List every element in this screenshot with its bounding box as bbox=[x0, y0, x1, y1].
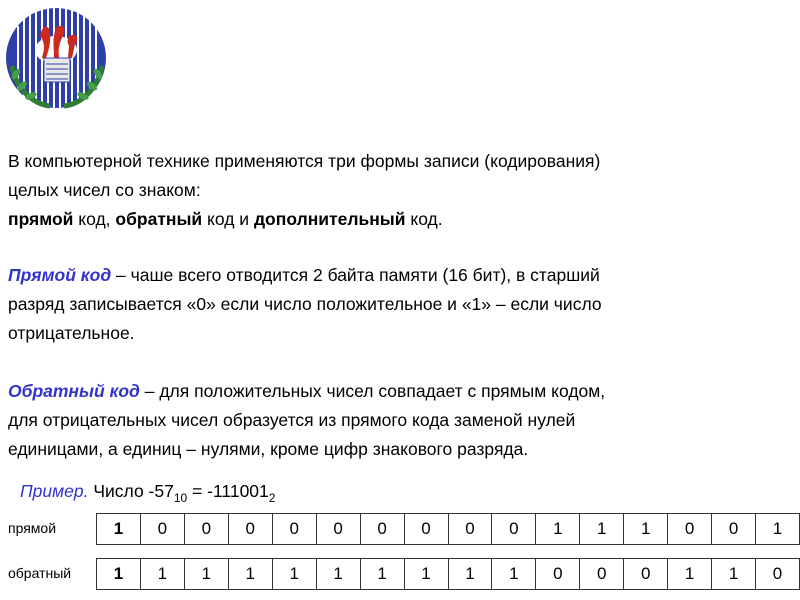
inverse-line-1-rest: – для положительных чисел совпадает с прямым кодом, bbox=[139, 381, 606, 401]
term-additional-bold: дополнительный bbox=[253, 209, 406, 229]
bit-cell: 0 bbox=[272, 514, 316, 545]
bit-cell: 0 bbox=[404, 514, 448, 545]
intro-text-1: код, bbox=[73, 209, 116, 229]
bit-cell: 1 bbox=[97, 514, 141, 545]
intro-text-2: код и bbox=[202, 209, 254, 229]
inverse-code-paragraph bbox=[8, 377, 605, 464]
inverse-code-bit-table bbox=[96, 558, 800, 590]
intro-line-1: В компьютерной технике применяются три формы записи (кодирования) bbox=[8, 151, 601, 171]
table-row bbox=[97, 559, 800, 590]
direct-line-3: отрицательное. bbox=[8, 323, 135, 343]
example-line bbox=[20, 479, 275, 503]
intro-line-2: целых чисел со знаком: bbox=[8, 180, 201, 200]
bit-cell: 1 bbox=[140, 559, 184, 590]
table-row bbox=[97, 514, 800, 545]
bit-cell: 1 bbox=[492, 559, 536, 590]
bit-cell: 0 bbox=[756, 559, 800, 590]
example-base-10: 10 bbox=[173, 491, 188, 505]
row-label-inverse: обратный bbox=[8, 565, 72, 581]
row-label-direct: прямой bbox=[8, 520, 57, 536]
inverse-code-term: Обратный код bbox=[8, 381, 140, 401]
inverse-line-1 bbox=[8, 377, 605, 406]
bit-cell: 1 bbox=[624, 514, 668, 545]
bit-cell: 1 bbox=[228, 559, 272, 590]
direct-line-2: разряд записывается «0» если число положительное и «1» – если число bbox=[8, 294, 602, 314]
example-text-prefix: Число -57 bbox=[88, 481, 174, 501]
example-base-2: 2 bbox=[268, 491, 276, 505]
bit-cell: 1 bbox=[448, 559, 492, 590]
bit-cell: 1 bbox=[184, 559, 228, 590]
inverse-line-3: единицами, а единиц – нулями, кроме цифр знакового разряда. bbox=[8, 439, 529, 459]
bit-cell: 0 bbox=[360, 514, 404, 545]
bit-cell: 0 bbox=[448, 514, 492, 545]
bit-cell: 1 bbox=[316, 559, 360, 590]
direct-line-1 bbox=[8, 261, 602, 290]
intro-text-3: код. bbox=[405, 209, 443, 229]
direct-line-1-rest: – чаше всего отводится 2 байта памяти (16 бит), в старший bbox=[111, 265, 600, 285]
bit-cell: 1 bbox=[756, 514, 800, 545]
bit-cell: 0 bbox=[712, 514, 756, 545]
example-text-mid: = -111001 bbox=[187, 481, 269, 501]
direct-code-term: Прямой код bbox=[8, 265, 112, 285]
bit-cell: 0 bbox=[624, 559, 668, 590]
bit-cell: 0 bbox=[316, 514, 360, 545]
bit-cell: 1 bbox=[272, 559, 316, 590]
example-label: Пример. bbox=[20, 481, 89, 501]
bit-cell: 1 bbox=[580, 514, 624, 545]
term-inverse-bold: обратный bbox=[115, 209, 203, 229]
bit-cell: 0 bbox=[492, 514, 536, 545]
intro-paragraph bbox=[8, 147, 600, 234]
bit-cell: 1 bbox=[404, 559, 448, 590]
bit-cell: 0 bbox=[536, 559, 580, 590]
direct-code-bit-table bbox=[96, 513, 800, 545]
bit-cell: 0 bbox=[184, 514, 228, 545]
bit-cell: 0 bbox=[140, 514, 184, 545]
bit-cell: 1 bbox=[97, 559, 141, 590]
bit-cell: 0 bbox=[580, 559, 624, 590]
term-direct-bold: прямой bbox=[8, 209, 74, 229]
bit-cell: 1 bbox=[712, 559, 756, 590]
bit-cell: 1 bbox=[536, 514, 580, 545]
bit-cell: 0 bbox=[228, 514, 272, 545]
inverse-line-2: для отрицательных чисел образуется из прямого кода заменой нулей bbox=[8, 410, 576, 430]
intro-line-3 bbox=[8, 205, 600, 234]
bit-cell: 1 bbox=[668, 559, 712, 590]
bit-cell: 1 bbox=[360, 559, 404, 590]
olympic-torch-wreath-logo bbox=[4, 6, 110, 110]
direct-code-paragraph bbox=[8, 261, 602, 348]
bit-cell: 0 bbox=[668, 514, 712, 545]
